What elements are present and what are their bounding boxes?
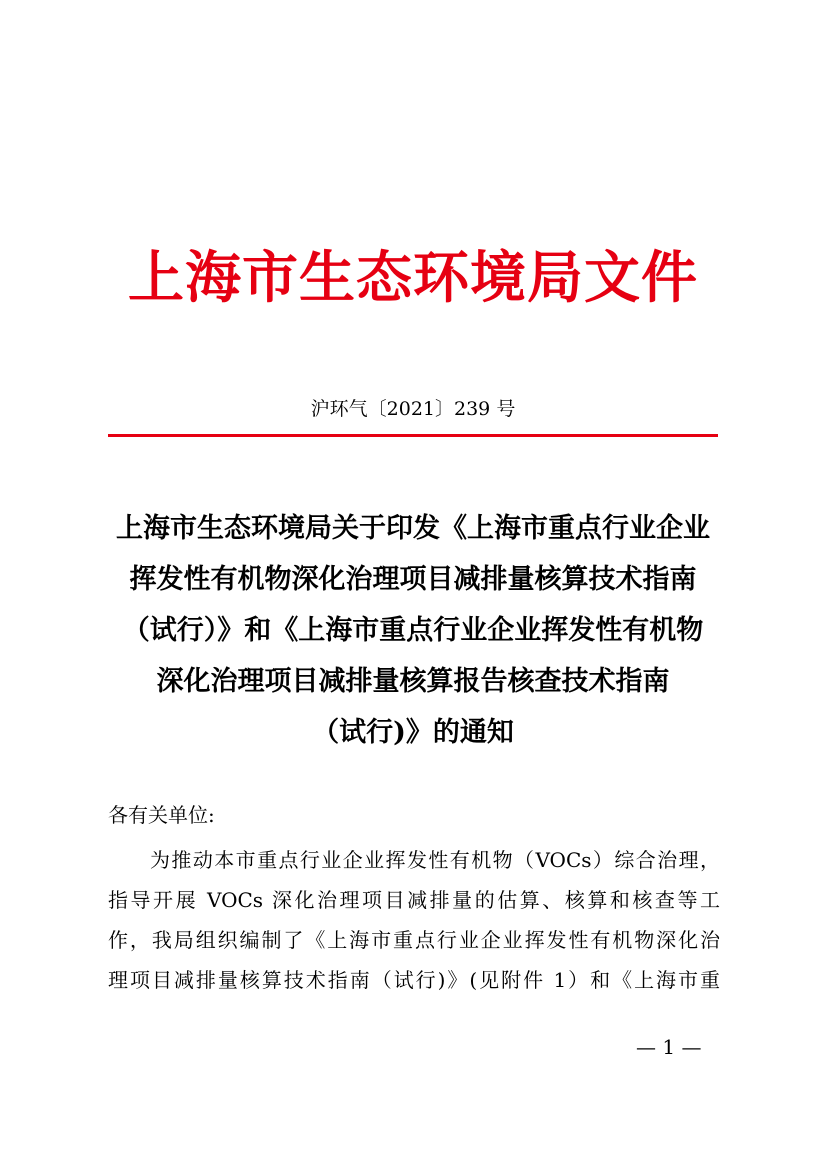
title-line: （试行)》的通知 — [312, 717, 514, 748]
body-paragraph — [108, 840, 720, 1000]
salutation: 各有关单位: — [108, 803, 215, 827]
red-separator-line — [108, 434, 718, 437]
body-line: 作，我局组织编制了《上海市重点行业企业挥发性有机物深化治 — [108, 928, 720, 952]
title-line: 挥发性有机物深化治理项目减排量核算技术指南 — [129, 564, 697, 595]
body-line: 理项目减排量核算技术指南（试行)》(见附件 1）和《上海市重 — [108, 968, 720, 992]
body-line: 指导开展 VOCs 深化治理项目减排量的估算、核算和核查等工 — [108, 888, 720, 912]
title-line: 上海市生态环境局关于印发《上海市重点行业企业 — [116, 513, 710, 544]
document-number: 沪环气〔2021〕239 号 — [310, 398, 516, 420]
title-line: （试行）》和《上海市重点行业企业挥发性有机物 — [122, 615, 704, 646]
masthead-title: 上海市生态环境局文件 — [128, 245, 698, 311]
page-number: — 1 — — [636, 1035, 702, 1059]
title-line: 深化治理项目减排量核算报告核查技术指南 — [156, 666, 670, 697]
body-line: 为推动本市重点行业企业挥发性有机物（VOCs）综合治理， — [150, 848, 720, 872]
notice-title — [100, 503, 726, 758]
